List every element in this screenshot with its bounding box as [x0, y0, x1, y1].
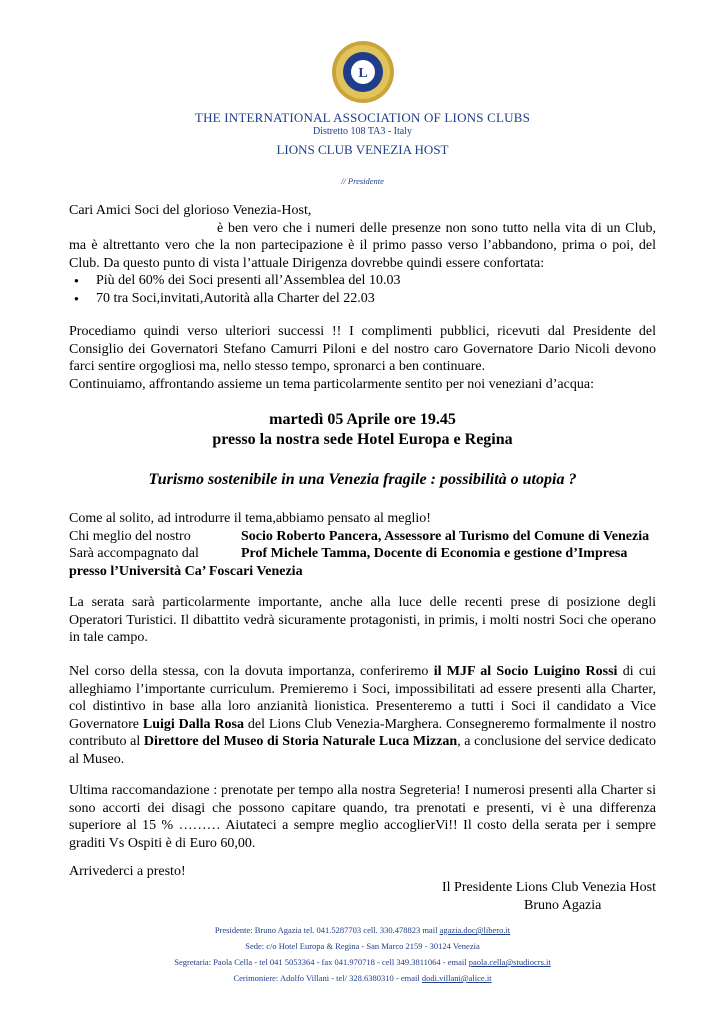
footer-ceremonies-text: Cerimoniere: Adolfo Villani - tel/ 328.6380310 - email [233, 973, 422, 983]
booking-paragraph [69, 782, 656, 852]
continuation-text: Continuiamo, affrontando assieme un tema particolarmente sentito per noi veneziani d’acqua: [69, 376, 594, 392]
awards-paragraph [69, 663, 656, 768]
club-name: LIONS CLUB VENEZIA HOST [276, 142, 449, 157]
list-item: ● Più del 60% dei Soci presenti all’Assemblea del 10.03 [96, 272, 656, 290]
vice-governor-candidate: Luigi Dalla Rosa [142, 716, 244, 732]
event-date: martedì 05 Aprile ore 19.45 [269, 411, 456, 428]
awards-text-1: Nel corso della stessa, con la dovuta importanza, conferiremo [69, 664, 434, 679]
speaker2-name: Prof Michele Tamma, Docente di Economia e gestione d’Impresa [241, 546, 628, 561]
footer-ceremonies [0, 973, 725, 983]
awards-text-2: di cui alleghiamo l’importante curriculum. Premieremo i Soci, impossibilitati ad essere presenti alla Charter, col distintivo in base alla loro anzianità lionistica. Presenteremo a tutti i Soci il candidato a Vice Governatore [69, 664, 656, 732]
compliments-paragraph [69, 323, 656, 393]
awards-text-3: del Lions Club Venezia-Marghera. Consegneremo formalmente il nostro contributo al [69, 716, 656, 749]
salutation: Cari Amici Soci del glorioso Venezia-Host, [69, 203, 312, 218]
signature-block [442, 879, 656, 914]
speaker2-affiliation: presso l’Università Ca’ Foscari Venezia [69, 563, 303, 579]
museum-director: Direttore del Museo di Storia Naturale Luca Mizzan [143, 734, 458, 749]
president-email-link[interactable]: agazia.doc@libero.it [439, 925, 511, 935]
footer-president-text: Presidente: Bruno Agazia tel. 041.5287703 cell. 330.478823 mail [214, 925, 440, 935]
event-theme: Turismo sostenibile in una Venezia fragile : possibilità o utopia ? [148, 471, 577, 488]
event-venue: presso la nostra sede Hotel Europa e Regina [212, 431, 513, 448]
footer-secretary [0, 957, 725, 967]
awards-text-4: , a conclusione del service dedicato al Museo. [69, 734, 657, 767]
footer-president [0, 925, 725, 935]
speaker1-name: Socio Roberto Pancera, Assessore al Turismo del Comune di Venezia [241, 528, 650, 544]
speakers-block [69, 510, 656, 580]
speakers-intro: Come al solito, ad introdurre il tema,abbiamo pensato al meglio! [69, 511, 431, 526]
role-line: // Presidente [341, 176, 384, 186]
closing [69, 863, 656, 881]
footer-seat: Sede: c/o Hotel Europa & Regina - San Marco 2159 - 30124 Venezia [245, 941, 480, 951]
evening-paragraph [69, 594, 656, 647]
lions-emblem-icon [331, 40, 395, 104]
speaker1-label: Chi meglio del nostro [69, 528, 191, 544]
compliments-text: Procediamo quindi verso ulteriori successi !! I complimenti pubblici, ricevuti dal Presidente del Consiglio dei Governatori Stefano Camurri Piloni e del nostro caro Governatore Dario Nicoli devono farci sentire orgogliosi ma, nello stesso tempo, spronarci a ben continuare. [69, 324, 656, 374]
organization-name: THE INTERNATIONAL ASSOCIATION OF LIONS CLUBS [194, 110, 531, 125]
greeting-block [69, 202, 656, 307]
booking-text: Ultima raccomandazione : prenotate per tempo alla nostra Segreteria! I numerosi presenti alla Charter si sono accorti dei disagi che possono capitare quando, tra prenotati e presenti, vi è una differenza superiore al 15 % ……… Aiutateci a sempre meglio accoglierVi!! Il costo della serata per i sempre graditi Vs Ospiti è di Euro 60,00. [69, 783, 656, 851]
ceremonies-email-link[interactable]: dodi.villani@alice.it [421, 973, 492, 983]
district-line: Distretto 108 TA3 - Italy [313, 126, 412, 137]
footer-secretary-text: Segretaria: Paola Cella - tel 041 5053364 - fax 041.970718 - cell 349.3811064 - email [174, 957, 469, 967]
attendance-list [69, 272, 656, 307]
list-item: ● 70 tra Soci,invitati,Autorità alla Charter del 22.03 [96, 290, 656, 308]
secretary-email-link[interactable]: paola.cella@studiocrs.it [468, 957, 551, 967]
logo-letter: L [358, 66, 368, 81]
speaker2-label: Sarà accompagnato dal [69, 546, 199, 561]
evening-text: La serata sarà particolarmente importante, anche alla luce delle recenti prese di posizione degli Operatori Turistici. Il dibattito vedrà sicuramente protagonisti, in primis, i molti nostri Soci che operano in tale campo. [69, 595, 656, 645]
signature-title: Il Presidente Lions Club Venezia Host [442, 880, 656, 895]
intro-paragraph: è ben vero che i numeri delle presenze non sono tutto nella vita di un Club, ma è altrettanto vero che la non partecipazione è il primo passo verso l’abbandono, prima o poi, del Club. Da questo punto di vista l’attuale Dirigenza dovrebbe quindi essere confortata: [69, 220, 656, 271]
closing-text: Arrivederci a presto! [69, 864, 186, 879]
mjf-award: il MJF al Socio Luigino Rossi [433, 664, 618, 679]
signature-name: Bruno Agazia [524, 897, 602, 913]
